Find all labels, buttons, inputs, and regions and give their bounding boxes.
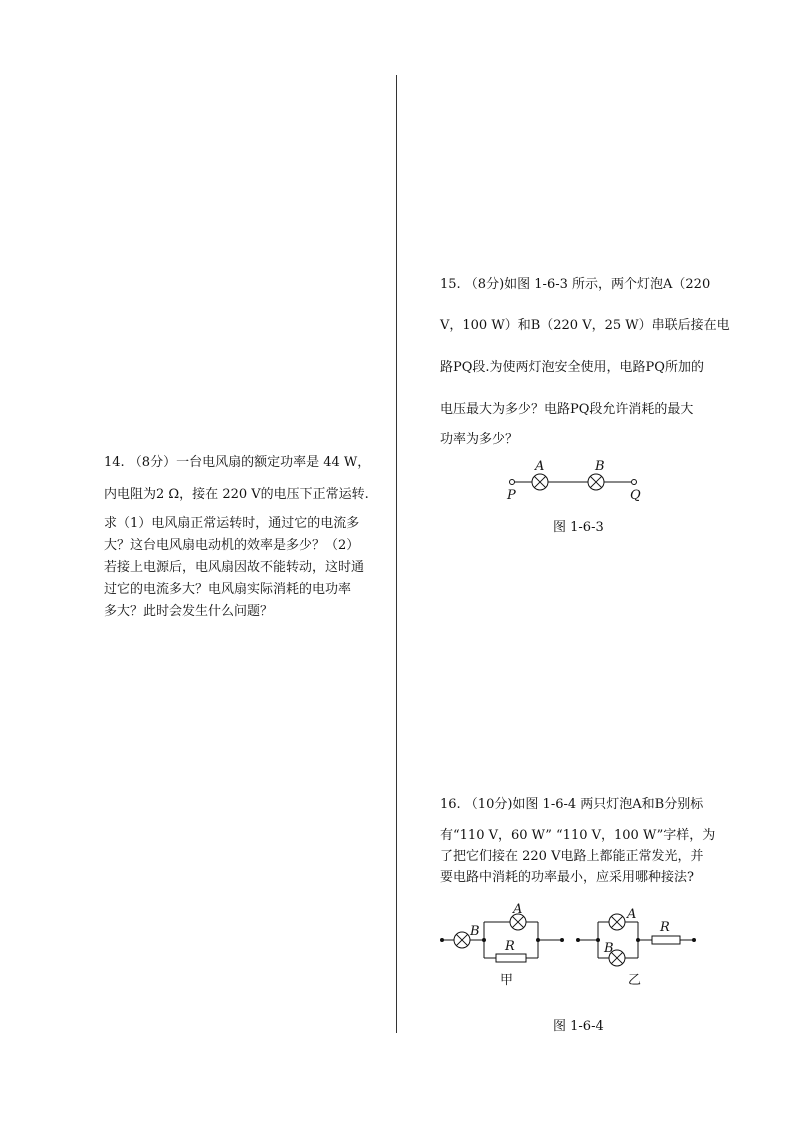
label-b: B	[604, 941, 614, 956]
q14-line: 大？这台电风扇电动机的效率是多少？（2）	[104, 538, 360, 553]
figure-1-6-3-circuit	[500, 455, 650, 505]
lamp-a-icon	[609, 914, 625, 930]
label-r: R	[660, 920, 670, 935]
q14-line: 求（1）电风扇正常运转时，通过它的电流多	[104, 516, 360, 531]
label-p: P	[507, 488, 516, 503]
label-q: Q	[630, 488, 641, 503]
label-a: A	[513, 902, 523, 917]
column-divider	[396, 75, 397, 1033]
figure-1-6-4-circuit-yi	[576, 905, 706, 995]
q15-line: 路PQ段.为使两灯泡安全使用，电路PQ所加的	[440, 360, 704, 375]
q15-line: V，100 W）和B（220 V，25 W）串联后接在电	[440, 318, 730, 333]
figure-caption: 图 1-6-3	[553, 520, 604, 535]
resistor-r-icon	[652, 936, 680, 944]
circuit-name-yi: 乙	[628, 973, 642, 988]
q14-line: 过它的电流多大？电风扇实际消耗的电功率	[104, 582, 352, 597]
resistor-r-icon	[496, 954, 526, 962]
q15-line: 电压最大为多少？电路PQ段允许消耗的最大	[440, 402, 694, 417]
label-a: A	[627, 907, 637, 922]
terminal-q	[632, 480, 637, 485]
q16-line: 了把它们接在 220 V电路上都能正常发光，并	[440, 849, 704, 864]
q16-line: 要电路中消耗的功率最小，应采用哪种接法?	[440, 870, 694, 885]
lamp-b-icon	[588, 474, 604, 490]
terminal-p	[510, 480, 515, 485]
figure-1-6-4-circuit-jia	[436, 902, 581, 995]
q15-line: 15. （8分)如图 1-6-3 所示，两个灯泡A（220	[440, 277, 711, 292]
lamp-a-icon	[532, 474, 548, 490]
label-r: R	[505, 939, 515, 954]
q14-line: 多大？此时会发生什么问题？	[104, 604, 274, 619]
label-b: B	[470, 924, 480, 939]
figure-caption: 图 1-6-4	[553, 1019, 604, 1034]
circuit-name-jia: 甲	[500, 973, 514, 988]
lamp-b-icon	[454, 932, 470, 948]
q16-line: 有“110 V，60 W” “110 V，100 W”字样，为	[440, 828, 716, 843]
label-a: A	[535, 459, 545, 474]
q15-line: 功率为多少？	[440, 432, 519, 447]
q14-line: 内电阻为2 Ω，接在 220 V的电压下正常运转.	[104, 487, 369, 502]
q14-line: 14. （8分）一台电风扇的额定功率是 44 W，	[104, 455, 371, 470]
q14-line: 若接上电源后，电风扇因故不能转动，这时通	[104, 560, 365, 575]
label-b: B	[595, 459, 605, 474]
q16-line: 16. （10分)如图 1-6-4 两只灯泡A和B分别标	[440, 797, 704, 812]
